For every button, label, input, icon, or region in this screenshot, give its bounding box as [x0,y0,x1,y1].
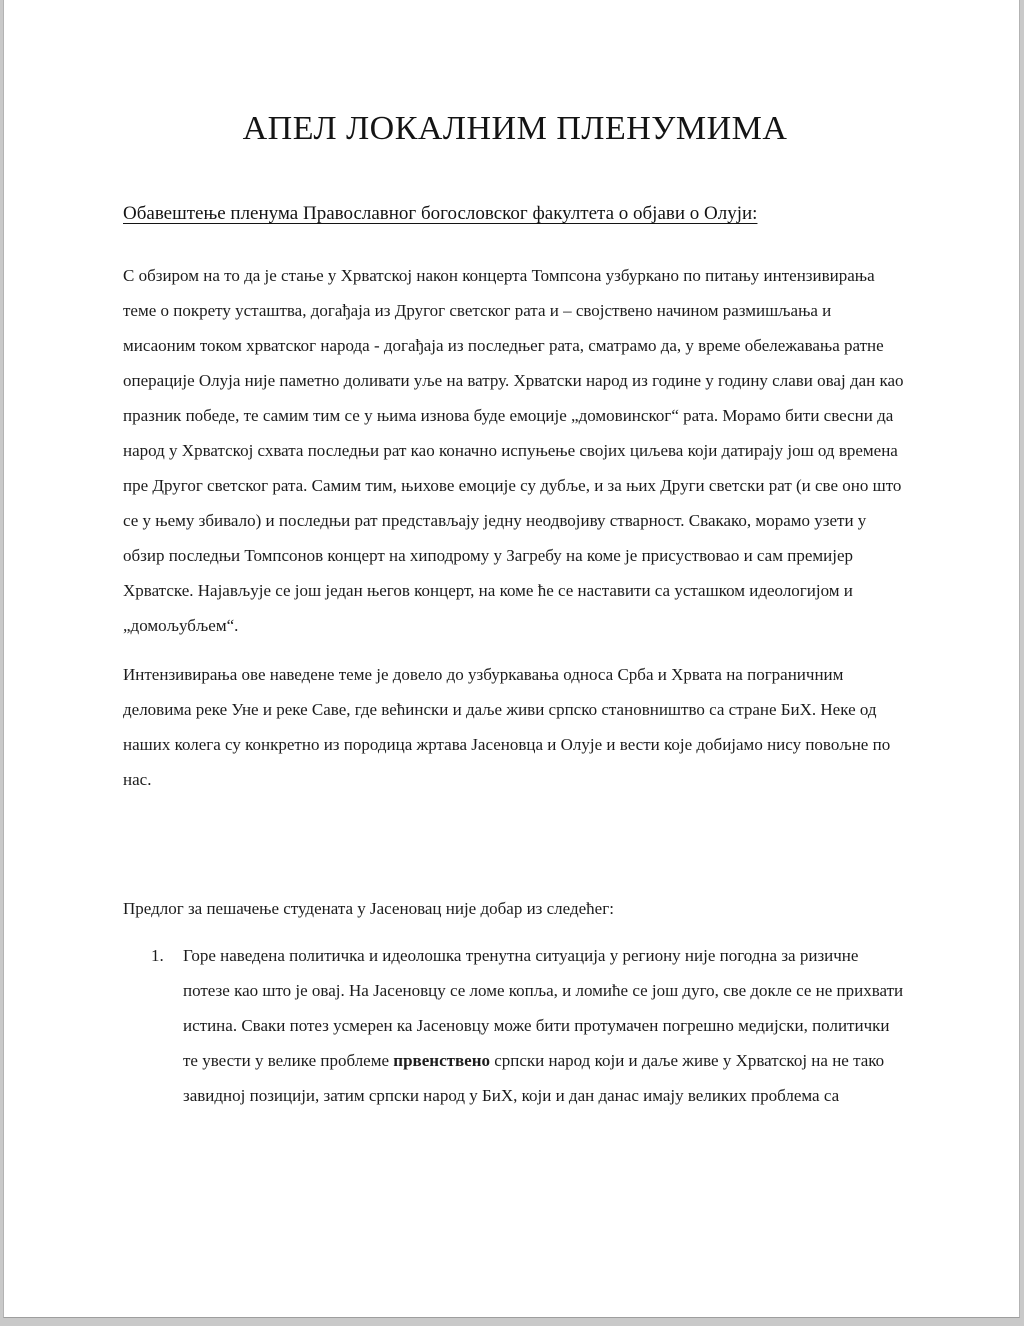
document-content [4,108,1019,1326]
document-title: АПЕЛ ЛОКАЛНИМ ПЛЕНУМИМА [242,110,788,147]
reasons-list [123,938,907,1113]
paragraph-proposal-intro: Предлог за пешачење студената у Јасеновац није добар из следећег: [123,899,614,918]
document-subtitle [123,194,907,234]
list-item-1-number: 1. [151,946,164,965]
list-item-1 [123,938,907,1113]
list-item-1-text-before: Горе наведена политичка и идеолошка тренутна ситуација у региону није погодна за ризичне потезе као што је овај. На Јасеновцу се ломе копља, и ломиће се још дуго, све докле се не прихвати истина. Сваки потез усмерен ка Јасеновцу може бити протумачен погрешно медијски, политички те увести у велике проблеме [183,946,904,1070]
document-subtitle-text: Обавештење пленума Православног богословског факултета о објави о Олуји: [123,203,758,224]
list-item-1-bold-word: првенствено [393,1051,490,1070]
list-item-1-text-after: српски народ који и даље живе у Хрватској на не тако завидној позицији, затим српски народ у БиХ, који и дан данас имају великих проблема са [183,1051,885,1105]
paragraph-situation: С обзиром на то да је стање у Хрватској након концерта Томпсона узбуркано по питању интензивирања теме о покрету усташтва, догађаја из Другог светског рата и – својствено начином размишљања и мисаоним током хрватског народа - догађаја из последњег рата, сматрамо да, у време обележавања ратне операције Олуја није паметно доливати уље на ватру. Хрватски народ из године у годину слави овај дан као празник победе, те самим тим се у њима изнова буде емоције „домовинског“ рата. Морамо бити свесни да народ у Хрватској схвата последњи рат као коначно испуњење својих циљева који датирају још од времена пре Другог светског рата. Самим тим, њихове емоције су дубље, и за њих Други светски рат (и све оно што се у њему збивало) и последњи рат представљају једну неодвојиву стварност. Свакако, морамо узети у обзир последњи Томпсонов концерт на хиподрому у Загребу на коме је присуствовао и сам премијер Хрватске. Најављује се још један његов концерт, на коме ће се наставити са усташком идеологијом и „домољубљем“. [123,266,904,635]
list-item-1-text [183,946,903,1105]
document-page [3,0,1020,1318]
paragraph-intensification: Интензивирања ове наведене теме је довело до узбуркавања односа Срба и Хрвата на пограничним деловима реке Уне и реке Саве, где већински и даље живи српско становништво са стране БиХ. Неке од наших колега су конкретно из породица жртава Јасеновца и Олује и вести које добијамо нису повољне по нас. [123,665,891,789]
